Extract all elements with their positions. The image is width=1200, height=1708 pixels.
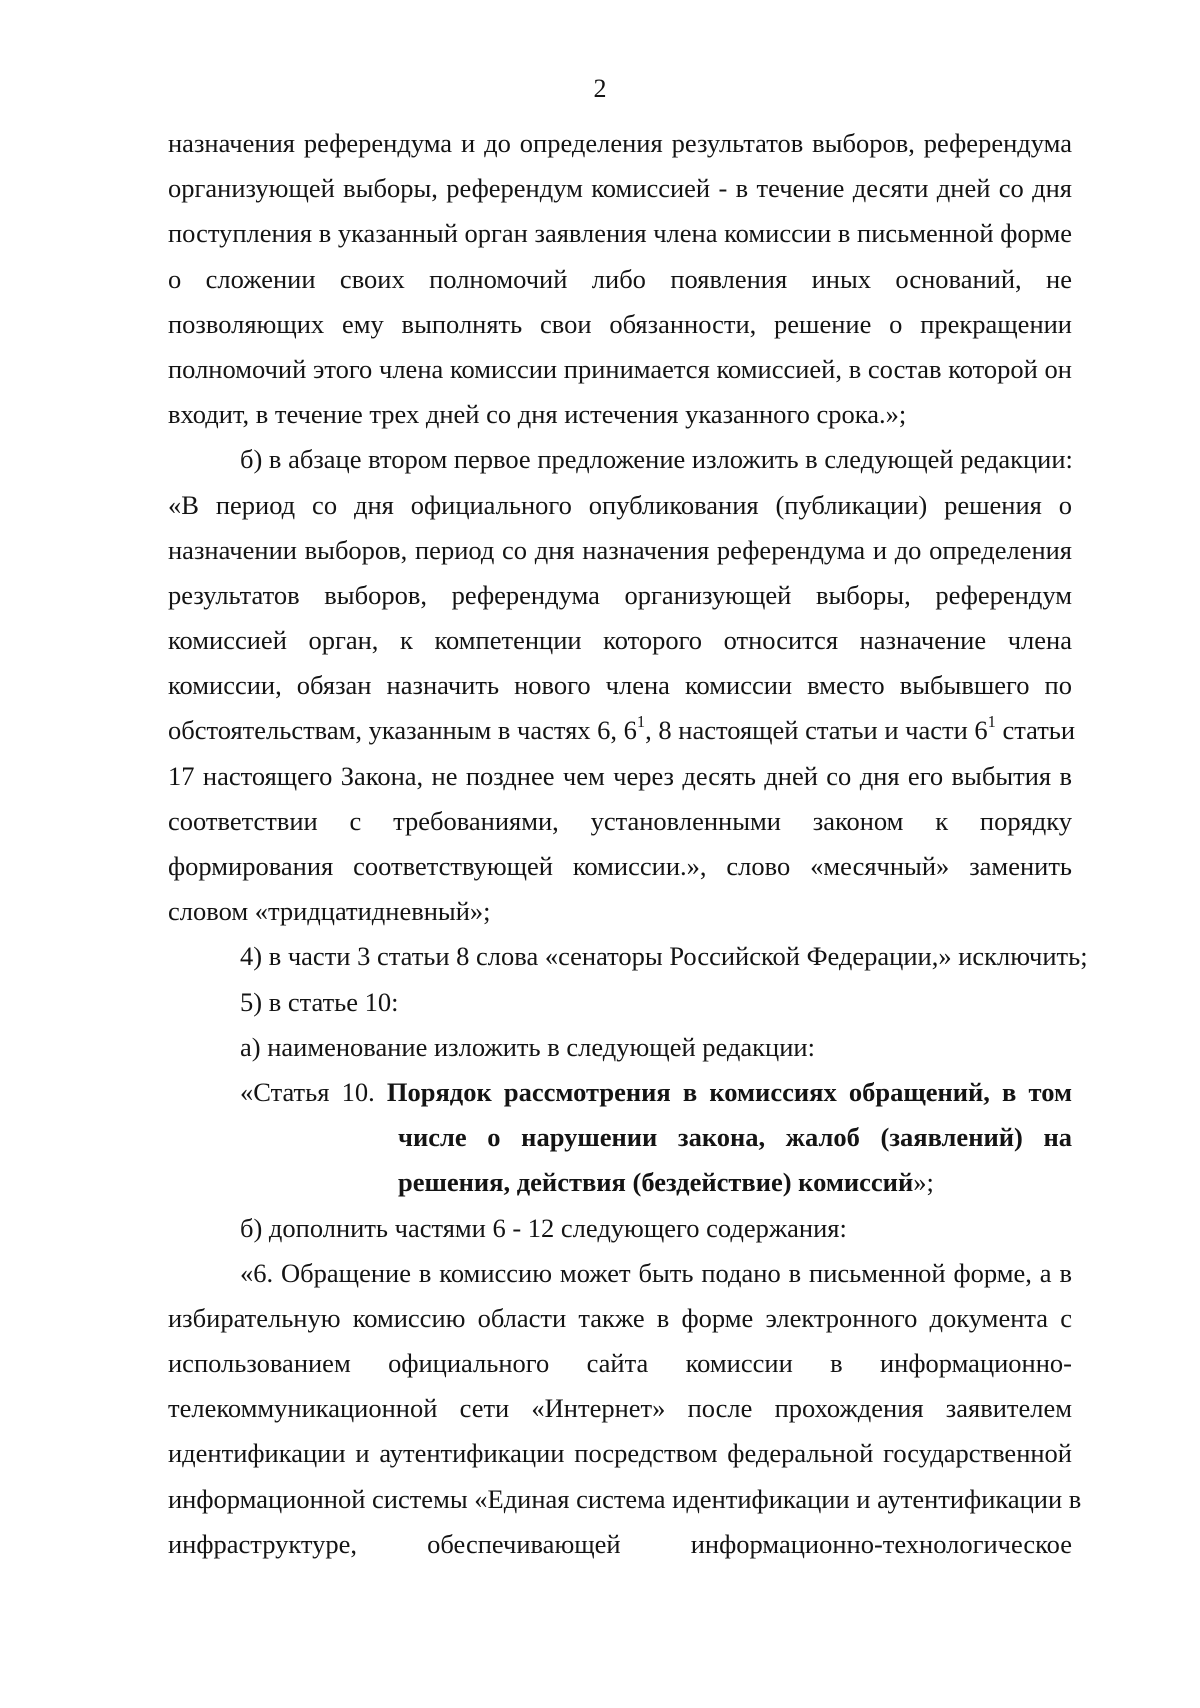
- superscript: 1: [636, 712, 646, 732]
- paragraph-start-line: а) наименование изложить в следующей редакции:: [240, 1031, 815, 1062]
- text-line: телекоммуникационной сети «Интернет» после прохождения заявителем: [168, 1393, 1072, 1424]
- text-line: результатов выборов, референдума организующей выборы, референдум: [168, 579, 1072, 610]
- text-line: 17 настоящего Закона, не позднее чем через десять дней со дня его выбытия в: [168, 760, 1072, 791]
- article-heading-prefix: «Статья 10.: [240, 1076, 387, 1107]
- text-line: о сложении своих полномочий либо появления иных оснований, не: [168, 263, 1072, 294]
- page-number: 2: [593, 74, 607, 103]
- article-heading-title: числе о нарушении закона, жалоб (заявлений) на: [398, 1122, 1072, 1153]
- superscript: 1: [987, 712, 996, 732]
- paragraph-start-line: 5) в статье 10:: [240, 986, 399, 1017]
- text-line: входит, в течение трех дней со дня истечения указанного срока.»;: [168, 399, 907, 430]
- text-line: информационной системы «Единая система идентификации и аутентификации в: [168, 1483, 1082, 1514]
- text-line: идентификации и аутентификации посредством федеральной государственной: [168, 1438, 1072, 1469]
- article-heading-line: [168, 1070, 1072, 1115]
- text-line: поступления в указанный орган заявления члена комиссии в письменной форме: [168, 218, 1072, 249]
- article-heading-line: [168, 1160, 1072, 1205]
- article-heading-title: Порядок рассмотрения в комиссиях обращений, в том: [386, 1076, 1072, 1107]
- text-line: использованием официального сайта комиссии в информационно-: [168, 1348, 1072, 1379]
- paragraph-start-line: б) в абзаце втором первое предложение изложить в следующей редакции:: [240, 444, 1073, 475]
- text-segment: статьи: [995, 715, 1076, 746]
- text-line: избирательную комиссию области также в форме электронного документа с: [168, 1302, 1072, 1333]
- text-line: полномочий этого члена комиссии принимается комиссией, в состав которой он: [168, 353, 1072, 384]
- text-line: назначения референдума и до определения результатов выборов, референдума: [168, 128, 1072, 158]
- text-line: словом «тридцатидневный»;: [168, 896, 491, 927]
- article-heading-suffix: »;: [913, 1167, 934, 1198]
- paragraph-start-line: б) дополнить частями 6 - 12 следующего содержания:: [240, 1212, 847, 1243]
- text-line: организующей выборы, референдум комиссией - в течение десяти дней со дня: [168, 173, 1072, 204]
- text-line: инфраструктуре, обеспечивающей информационно-технологическое: [168, 1528, 1072, 1559]
- text-line: формирования соответствующей комиссии.», слово «месячный» заменить: [168, 851, 1072, 881]
- document-body: [168, 121, 1088, 1567]
- text-line: «В период со дня официального опубликования (публикации) решения о: [168, 489, 1072, 520]
- text-line: соответствии с требованиями, установленными законом к порядку: [168, 805, 1072, 836]
- text-line: назначении выборов, период со дня назначения референдума и до определения: [168, 534, 1072, 565]
- article-heading-title: решения, действия (бездействие) комиссий: [398, 1167, 914, 1198]
- text-segment: , 8 настоящей статьи и части 6: [645, 715, 988, 746]
- text-line: позволяющих ему выполнять свои обязанности, решение о прекращении: [168, 308, 1072, 339]
- text-segment: обстоятельствам, указанным в частях 6, 6: [168, 715, 637, 746]
- paragraph-start-line: 4) в части 3 статьи 8 слова «сенаторы Российской Федерации,» исключить;: [240, 941, 1088, 972]
- paragraph-start-line: «6. Обращение в комиссию может быть подано в письменной форме, а в: [240, 1257, 1072, 1288]
- text-line: комиссией орган, к компетенции которого относится назначение члена: [168, 625, 1072, 656]
- text-line-with-superscripts: [168, 708, 1076, 753]
- text-line: комиссии, обязан назначить нового члена комиссии вместо выбывшего по: [168, 670, 1072, 701]
